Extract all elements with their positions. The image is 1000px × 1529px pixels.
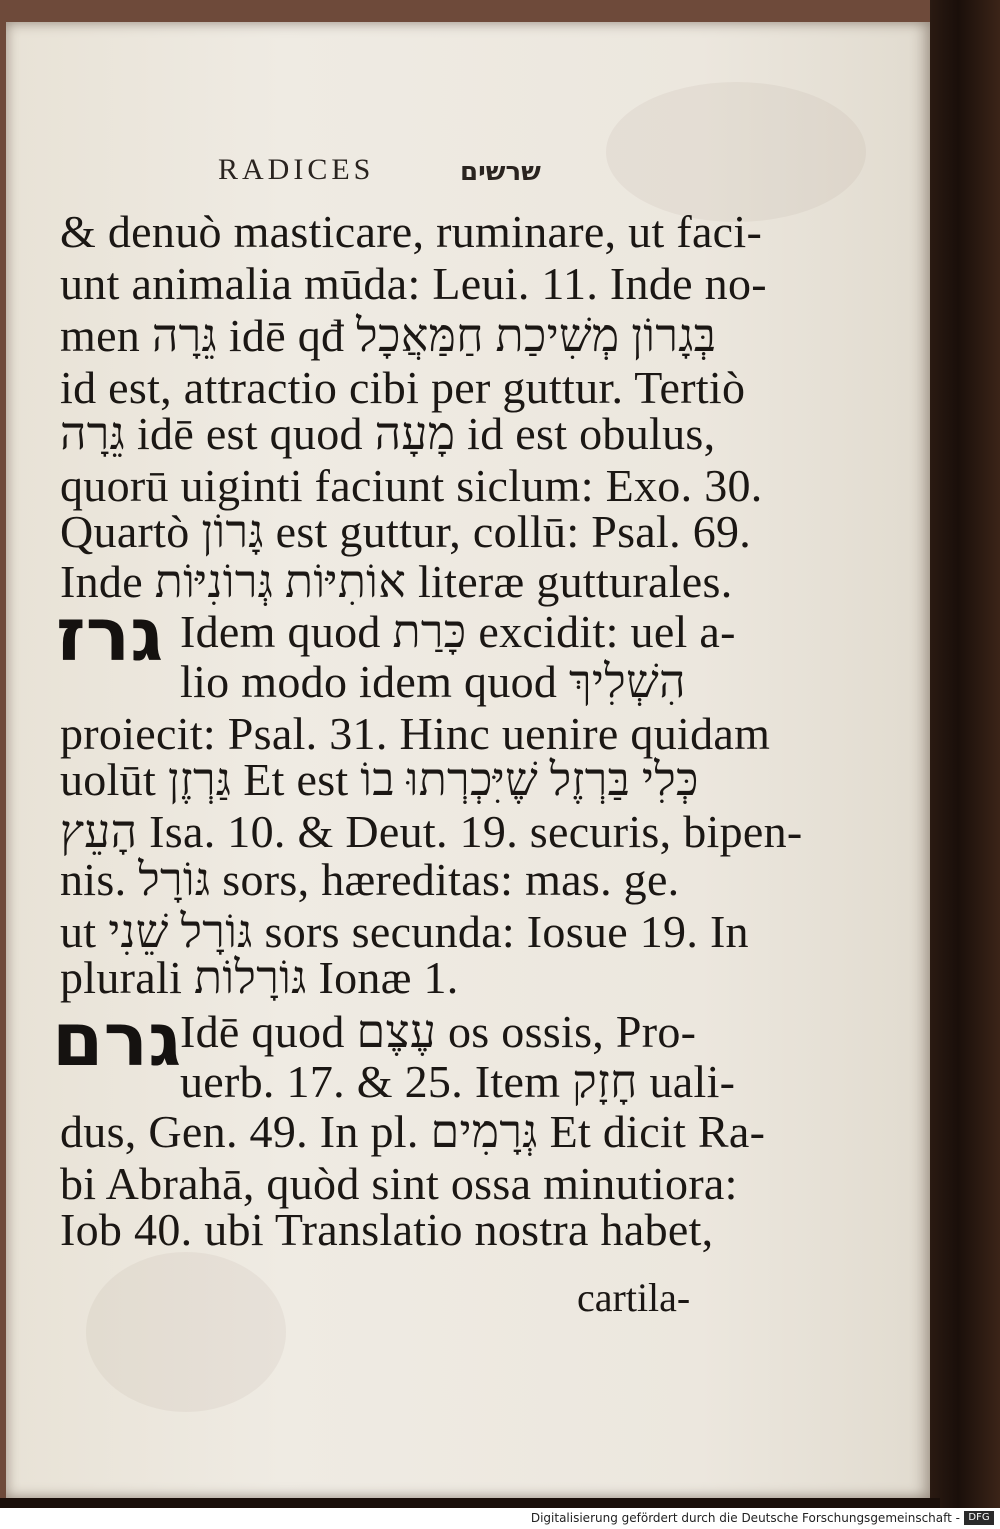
text-line: uerb. 17. & 25. Item חָזָק uali-	[180, 1056, 736, 1107]
catchword: cartila-	[577, 1275, 691, 1320]
book-spine	[930, 0, 1000, 1508]
hebrew-initial-entry-2: גרם	[52, 997, 182, 1083]
text-line: bi Abrahā, quòd sint ossa minutiora:	[60, 1158, 738, 1209]
text-line: Inde אוֹתִיּוֹת גְּרוֹנִיּוֹת literæ gutturales.	[60, 556, 733, 607]
text-line: Quartò גָּרוֹן est guttur, collū: Psal. 69.	[60, 506, 752, 557]
footer-credit: Digitalisierung gefördert durch die Deutsche Forschungsgemeinschaft -	[530, 1511, 960, 1525]
text-line: proiecit: Psal. 31. Hinc uenire quidam	[60, 708, 771, 759]
text-line: men גֵּרָה idē qđ בְּגָרוֹן מְשִׁיכַת חַמַּאֲכָל	[60, 310, 717, 361]
text-line: גֵּרָה idē est quod מָעָה id est obulus,	[60, 408, 716, 459]
text-line: הָעֵץ Isa. 10. & Deut. 19. securis, bipen-	[60, 806, 803, 857]
text-line: unt animalia mūda: Leui. 11. Inde no-	[60, 258, 767, 309]
text-line: quorū uiginti faciunt siclum: Exo. 30.	[60, 460, 763, 511]
paper-stain	[606, 82, 866, 222]
running-head-hebrew: שרשים	[460, 157, 541, 187]
text-line: ut גּוֹרָל שֵׁנִי sors secunda: Iosue 19. In	[60, 906, 749, 957]
text-line: Idē quod עֶצֶם os ossis, Pro-	[180, 1006, 697, 1057]
text-line: Idem quod כָּרַת excidit: uel a-	[180, 606, 736, 657]
text-line: nis. גּוֹרָל sors, hæreditas: mas. ge.	[60, 854, 680, 905]
text-line: id est, attractio cibi per guttur. Tertiò	[60, 362, 746, 413]
digitization-footer	[0, 1508, 1000, 1529]
dfg-logo: DFG	[964, 1511, 994, 1525]
page-bottom-edge	[0, 1498, 940, 1508]
text-line: uolūt גַּרְזֶן Et est כְּלִי בַּרְזֶל שֶׁיִּכְרְתוּ בוֹ	[60, 754, 699, 805]
text-line: Iob 40. ubi Translatio nostra habet,	[60, 1204, 714, 1255]
hebrew-initial-entry-1: גרז	[56, 592, 164, 678]
text-line: lio modo idem quod הִשְׁלִיךְ	[180, 656, 686, 707]
running-head-latin: RADICES	[218, 153, 375, 186]
paper-stain	[86, 1252, 286, 1412]
text-line: plurali גּוֹרָלוֹת Ionæ 1.	[60, 952, 459, 1003]
text-line: & denuò masticare, ruminare, ut faci-	[60, 206, 763, 257]
text-line: dus, Gen. 49. In pl. גְּרָמִים Et dicit Ra-	[60, 1106, 766, 1157]
